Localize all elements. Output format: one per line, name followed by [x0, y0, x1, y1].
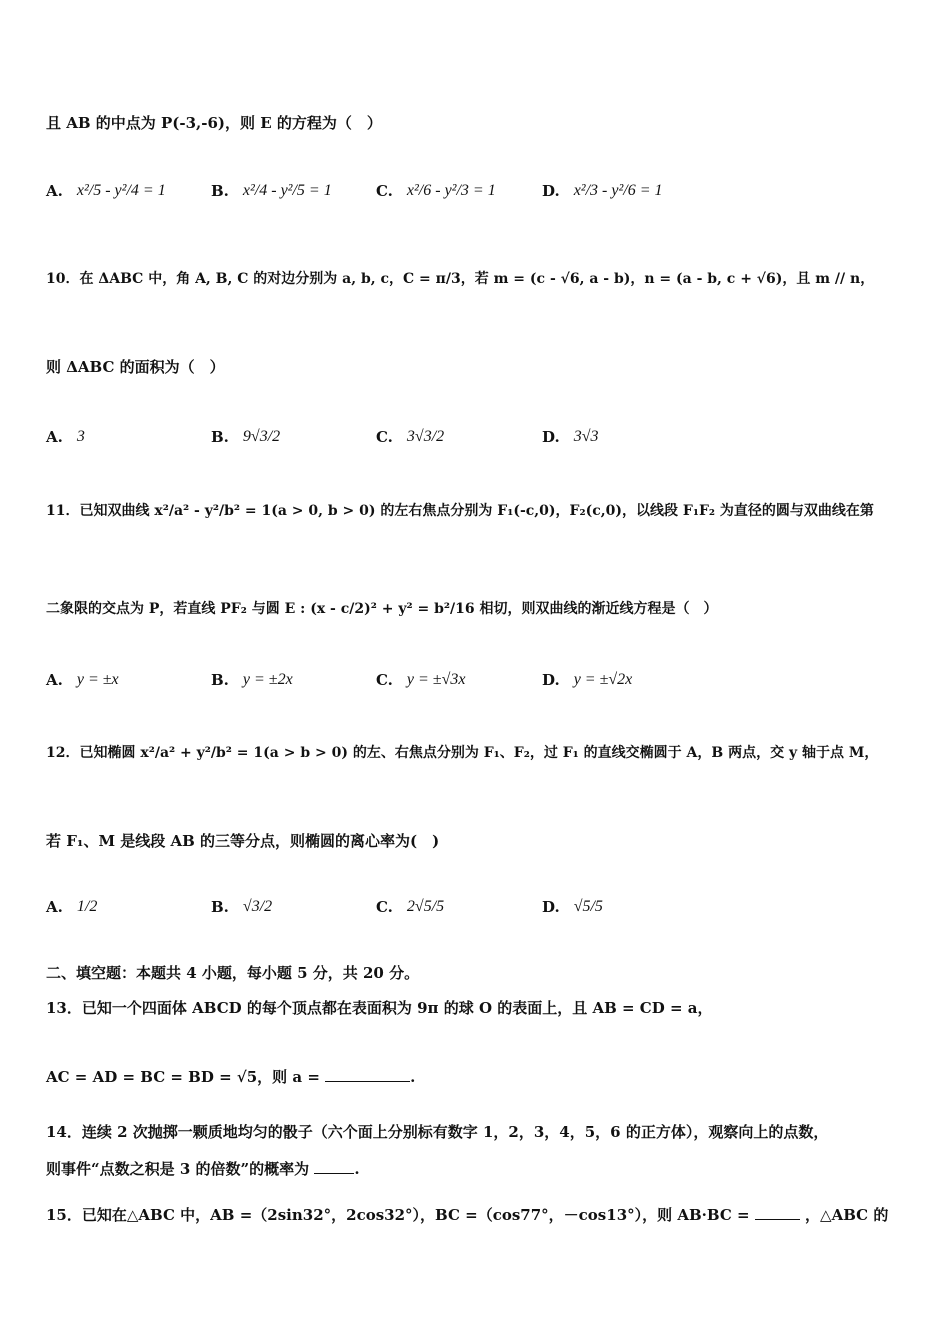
q13-answer-blank[interactable] — [325, 1067, 410, 1082]
q15-stem: 15．已知在△ABC 中，AB =（2sin32°，2cos32°），BC =（cos77°，－cos13°），则 AB·BC = — [46, 1206, 750, 1224]
q12-stem-2: 若 F₁、M 是线段 AB 的三等分点，则椭圆的离心率为( ) — [46, 832, 440, 850]
q10-stem-2: 则 ΔABC 的面积为（ ） — [46, 358, 225, 376]
q11-stem-2: 二象限的交点为 P，若直线 PF₂ 与圆 E : (x - c/2)² + y² = b²/16 相切，则双曲线的渐近线方程是（ ） — [46, 601, 718, 617]
q9-option-a[interactable]: A. x²/5 - y²/4 = 1 — [46, 182, 166, 200]
q14-stem: 14．连续 2 次抛掷一颗质地均匀的骰子（六个面上分别标有数字 1，2，3，4，5，6 的正方体），观察向上的点数， — [46, 1123, 829, 1141]
q9-options — [46, 166, 910, 216]
q10-option-c[interactable]: C. 3√3/2 — [376, 428, 445, 446]
q11-option-c[interactable]: C. y = ±√3x — [376, 671, 466, 689]
q15-answer-blank[interactable] — [755, 1205, 800, 1220]
q12-option-a[interactable]: A. 1/2 — [46, 898, 98, 916]
q12-options — [46, 882, 910, 932]
q13-stem: 13．已知一个四面体 ABCD 的每个顶点都在表面积为 9π 的球 O 的表面上，且 AB = CD = a， — [46, 999, 713, 1017]
q11-option-a[interactable]: A. y = ±x — [46, 671, 119, 689]
q12-option-d[interactable]: D. √5/5 — [542, 898, 603, 916]
q10-options — [46, 412, 910, 462]
q9-option-c[interactable]: C. x²/6 - y²/3 = 1 — [376, 182, 496, 200]
q11-option-b[interactable]: B. y = ±2x — [211, 671, 293, 689]
q15-tail: ，△ABC 的 — [805, 1206, 889, 1224]
q10-option-d[interactable]: D. 3√3 — [542, 428, 599, 446]
q14-stem-2-row: 则事件“点数之积是 3 的倍数”的概率为 . — [46, 1160, 360, 1178]
q11-stem: 11．已知双曲线 x²/a² - y²/b² = 1(a > 0, b > 0) 的左右焦点分别为 F₁(-c,0)，F₂(c,0)，以线段 F₁F₂ 为直径的圆与双曲线在第 — [46, 503, 874, 519]
q10-stem: 10．在 ΔABC 中，角 A, B, C 的对边分别为 a, b, c，C = π/3，若 m = (c - √6, a - b)，n = (a - b, c + √6)，且 m // n， — [46, 271, 875, 287]
q14-stem-2: 则事件“点数之积是 3 的倍数”的概率为 — [46, 1160, 310, 1178]
q15-stem-row — [46, 1204, 910, 1225]
section-title: 二、填空题：本题共 4 小题，每小题 5 分，共 20 分。 — [46, 964, 420, 982]
q11-options — [46, 655, 910, 705]
q12-option-c[interactable]: C. 2√5/5 — [376, 898, 445, 916]
q12-option-b[interactable]: B. √3/2 — [211, 898, 273, 916]
q10-option-b[interactable]: B. 9√3/2 — [211, 428, 281, 446]
q14-answer-blank[interactable] — [314, 1159, 354, 1174]
q13-stem-2-row: AC = AD = BC = BD = √5，则 a = . — [46, 1068, 416, 1086]
q9-option-d[interactable]: D. x²/3 - y²/6 = 1 — [542, 182, 663, 200]
q10-option-a[interactable]: A. 3 — [46, 428, 85, 446]
q12-stem: 12．已知椭圆 x²/a² + y²/b² = 1(a > b > 0) 的左、右焦点分别为 F₁、F₂，过 F₁ 的直线交椭圆于 A，B 两点，交 y 轴于点 M， — [46, 745, 879, 761]
q9-option-b[interactable]: B. x²/4 - y²/5 = 1 — [211, 182, 332, 200]
q11-option-d[interactable]: D. y = ±√2x — [542, 671, 633, 689]
q9-stem: 且 AB 的中点为 P(-3,-6)，则 E 的方程为（ ） — [46, 114, 382, 132]
q13-stem-2: AC = AD = BC = BD = √5，则 a = — [46, 1068, 320, 1086]
